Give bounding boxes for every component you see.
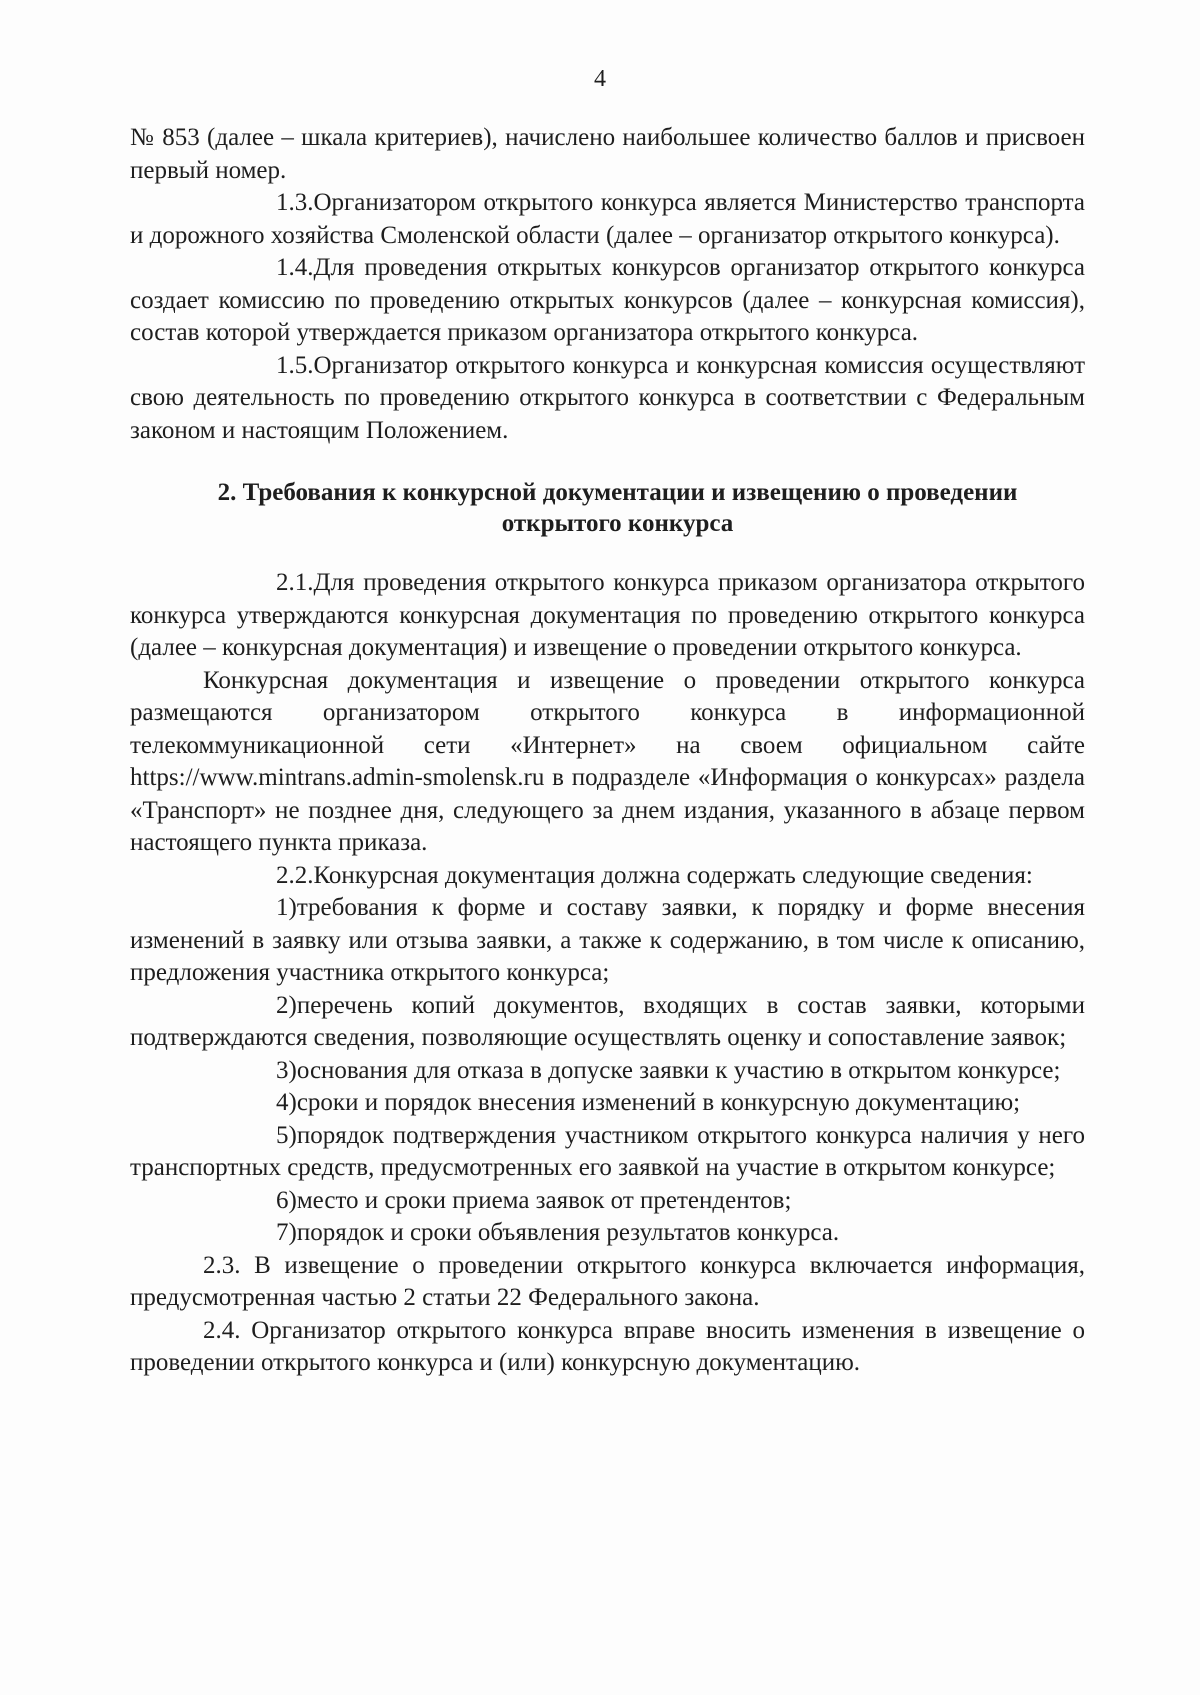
section-2-heading-line-2: открытого конкурса <box>501 510 734 537</box>
list-item-3 <box>130 1055 1085 1088</box>
list-item-number: 1) <box>276 894 297 921</box>
paragraph-2-1 <box>130 567 1085 665</box>
paragraph-text: Конкурсная документация должна содержать следующие сведения: <box>313 861 1033 889</box>
section-2-heading-line-1: 2. Требования к конкурсной документации и извещению о проведении <box>217 479 1018 506</box>
section-2-heading <box>130 477 1085 539</box>
paragraph-1-4 <box>130 252 1085 350</box>
paragraph-2-1-publication: Конкурсная документация и извещение о проведении открытого конкурса размещаются организатором открытого конкурса в информационной телекоммуникационной сети «Интернет» на своем официальном сайте https://www.mintrans.admin-smolensk.ru в подразделе «Информация о конкурсах» раздела «Транспорт» не позднее дня, следующего за днем издания, указанного в абзаце первом настоящего пункта приказа. <box>130 666 1085 856</box>
paragraph-number: 2.1. <box>276 569 314 596</box>
intro-paragraph: № 853 (далее – шкала критериев), начислено наибольшее количество баллов и присвоен первый номер. <box>130 124 1085 184</box>
document-body <box>130 122 1085 1380</box>
list-item-2 <box>130 990 1085 1055</box>
paragraph-number: 1.5. <box>276 351 314 379</box>
list-item-text: основания для отказа в допуске заявки к участию в открытом конкурсе; <box>296 1056 1061 1084</box>
list-item-1 <box>130 892 1085 990</box>
list-item-number: 5) <box>276 1121 297 1149</box>
paragraph-text: Для проведения открытых конкурсов организатор открытого конкурса создает комиссию по проведению открытых конкурсов (далее – конкурсная комиссия), состав которой утверждается приказом организатора открытого конкурса. <box>130 254 1085 346</box>
paragraph-2-2 <box>130 860 1085 893</box>
list-item-number: 2) <box>276 991 297 1019</box>
paragraph-number: 1.4. <box>276 254 314 281</box>
paragraph-2-4: 2.4. Организатор открытого конкурса вправе вносить изменения в извещение о проведении открытого конкурса и (или) конкурсную документацию. <box>130 1316 1085 1376</box>
paragraph-text: Организатором открытого конкурса является Министерство транспорта и дорожного хозяйства Смоленской области (далее – организатор открытого конкурса). <box>130 189 1085 249</box>
list-item-text: сроки и порядок внесения изменений в конкурсную документацию; <box>296 1089 1021 1116</box>
list-item-7 <box>130 1217 1085 1250</box>
paragraph-1-3 <box>130 187 1085 252</box>
list-item-text: требования к форме и составу заявки, к порядку и форме внесения изменений в заявку или отзыва заявки, а также к содержанию, в том числе к описанию, предложения участника открытого конкурса; <box>130 894 1085 986</box>
paragraph-number: 1.3. <box>276 189 314 216</box>
list-item-text: перечень копий документов, входящих в состав заявки, которыми подтверждаются сведения, позволяющие осуществлять оценку и сопоставление заявок; <box>130 991 1085 1051</box>
paragraph-text: Для проведения открытого конкурса приказом организатора открытого конкурса утверждаются конкурсная документация по проведению открытого конкурса (далее – конкурсная документация) и извещение о проведении открытого конкурса. <box>130 569 1085 661</box>
paragraph-text: Организатор открытого конкурса и конкурсная комиссия осуществляют свою деятельность по проведению открытого конкурса в соответствии с Федеральным законом и настоящим Положением. <box>130 351 1085 444</box>
list-item-number: 7) <box>276 1219 297 1246</box>
list-item-6 <box>130 1185 1085 1218</box>
list-item-5 <box>130 1120 1085 1185</box>
list-item-4 <box>130 1087 1085 1120</box>
paragraph-2-3: 2.3. В извещение о проведении открытого конкурса включается информация, предусмотренная частью 2 статьи 22 Федерального закона. <box>130 1251 1085 1311</box>
list-item-number: 4) <box>276 1089 297 1116</box>
paragraph-1-5 <box>130 350 1085 448</box>
list-item-text: порядок подтверждения участником открытого конкурса наличия у него транспортных средств, предусмотренных его заявкой на участие в открытом конкурсе; <box>130 1121 1085 1181</box>
paragraph-number: 2.2. <box>276 861 314 889</box>
list-item-number: 6) <box>276 1186 297 1214</box>
list-item-number: 3) <box>276 1056 297 1084</box>
list-item-text: место и сроки приема заявок от претендентов; <box>296 1186 792 1214</box>
page-number: 4 <box>594 66 606 92</box>
list-item-text: порядок и сроки объявления результатов конкурса. <box>296 1219 840 1246</box>
